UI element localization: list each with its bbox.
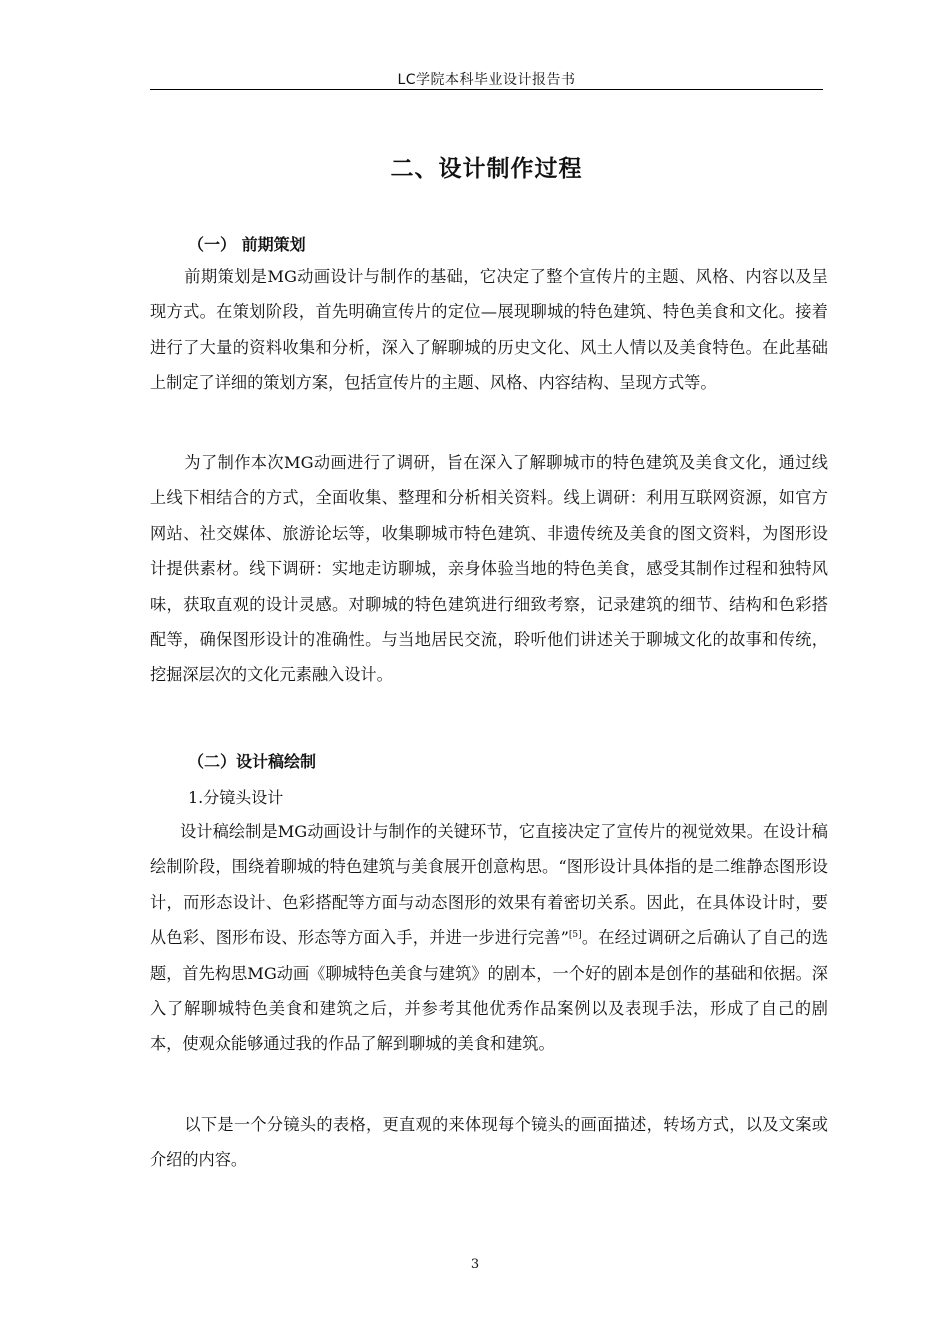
paragraph-4-text: 以下是一个分镜头的表格，更直观的来体现每个镜头的画面描述，转场方式，以及文案或介绍的内容。	[150, 1115, 828, 1170]
paragraph-1	[150, 259, 828, 401]
paragraph-3	[150, 814, 828, 1062]
subheading: 1.分镜头设计	[188, 788, 284, 807]
header-rule	[150, 89, 823, 90]
paragraph-4	[150, 1107, 828, 1178]
page-number: 3	[470, 1257, 480, 1272]
section-heading-1: （一） 前期策划	[188, 235, 306, 254]
paragraph-1-text: 前期策划是MG动画设计与制作的基础，它决定了整个宣传片的主题、风格、内容以及呈现方式。在策划阶段，首先明确宣传片的定位—展现聊城的特色建筑、特色美食和文化。接着进行了大量的资料收集和分析，深入了解聊城的历史文化、风土人情以及美食特色。在此基础上制定了详细的策划方案，包括宣传片的主题、风格、内容结构、呈现方式等。	[150, 267, 828, 393]
citation-mark: [5]	[568, 930, 582, 941]
paragraph-3-rest: 。在经过调研之后确认了自己的选题，首先构思MG动画《聊城特色美食与建筑》的剧本，一个好的剧本是创作的基础和依据。深入了解聊城特色美食和建筑之后，并参考其他优秀作品案例以及表现手法，形成了自己的剧本，使观众能够通过我的作品了解到聊城的美食和建筑。	[150, 928, 829, 1054]
paragraph-2	[150, 445, 828, 693]
paragraph-3-text: 设计稿绘制是MG动画设计与制作的关键环节，它直接决定了宣传片的视觉效果。在设计稿绘制阶段，围绕着聊城的特色建筑与美食展开创意构思。“图形设计具体指的是二维静态图形设计，而形态设计、色彩搭配等方面与动态图形的效果有着密切关系。因此，在具体设计时，要从色彩、图形布设、形态等方面入手，并进一步进行完善”	[150, 822, 828, 948]
page-header: LC学院本科毕业设计报告书	[397, 72, 576, 88]
paragraph-2-text: 为了制作本次MG动画进行了调研，旨在深入了解聊城市的特色建筑及美食文化，通过线上线下相结合的方式，全面收集、整理和分析相关资料。线上调研：利用互联网资源，如官方网站、社交媒体、旅游论坛等，收集聊城市特色建筑、非遗传统及美食的图文资料，为图形设计提供素材。线下调研：实地走访聊城，亲身体验当地的特色美食，感受其制作过程和独特风味，获取直观的设计灵感。对聊城的特色建筑进行细致考察，记录建筑的细节、结构和色彩搭配等，确保图形设计的准确性。与当地居民交流，聆听他们讲述关于聊城文化的故事和传统，挖掘深层次的文化元素融入设计。	[150, 453, 828, 685]
chapter-title: 二、设计制作过程	[390, 156, 583, 182]
section-heading-2: （二）设计稿绘制	[188, 752, 317, 771]
